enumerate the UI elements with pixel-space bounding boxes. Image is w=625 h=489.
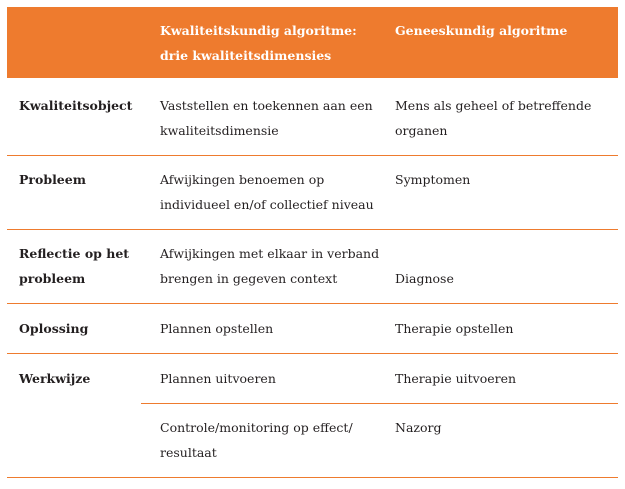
row-medical-nazorg: Nazorg (395, 420, 442, 435)
row-quality-line2: individueel en/of collectief niveau (160, 197, 374, 212)
header-medical-algorithm: Geneeskundig algoritme (395, 23, 568, 38)
header-quality-line1: Kwaliteitskundig algoritme: (160, 23, 357, 38)
header-quality-algorithm (160, 18, 357, 68)
row-quality-line2: kwaliteitsdimensie (160, 123, 279, 138)
row-subdivider (141, 403, 618, 404)
table-bottom-rule (7, 477, 618, 478)
row-medical-oplossing: Therapie opstellen (395, 321, 514, 336)
row-label-reflectie (19, 241, 129, 291)
row-quality-reflectie (160, 241, 379, 291)
row-medical-kwaliteitsobject (395, 93, 591, 143)
row-medical-reflectie: Diagnose (395, 271, 454, 286)
row-divider (7, 353, 618, 354)
row-quality-line1: Vaststellen en toekennen aan een (160, 98, 373, 113)
row-quality-oplossing: Plannen opstellen (160, 321, 274, 336)
row-quality-kwaliteitsobject (160, 93, 373, 143)
row-quality-line1: Afwijkingen benoemen op (160, 172, 325, 187)
row-divider (7, 229, 618, 230)
row-quality-werkwijze: Plannen uitvoeren (160, 371, 276, 386)
row-medical-line1: Mens als geheel of betreffende (395, 98, 592, 113)
row-quality-line1: Controle/monitoring op effect/ (160, 420, 353, 435)
row-medical-werkwijze: Therapie uitvoeren (395, 371, 517, 386)
row-quality-probleem (160, 167, 374, 217)
row-divider (7, 303, 618, 304)
row-label-werkwijze: Werkwijze (19, 371, 91, 386)
header-quality-line2: drie kwaliteitsdimensies (160, 48, 332, 63)
row-label-line2: probleem (19, 271, 86, 286)
row-label-oplossing: Oplossing (19, 321, 89, 336)
row-label-line1: Reflectie op het (19, 246, 130, 261)
row-divider (7, 155, 618, 156)
row-medical-probleem: Symptomen (395, 172, 471, 187)
row-medical-line2: organen (395, 123, 448, 138)
row-quality-line1: Afwijkingen met elkaar in verband (160, 246, 380, 261)
row-quality-line2: brengen in gegeven context (160, 271, 338, 286)
row-label-probleem: Probleem (19, 172, 86, 187)
row-quality-controle (160, 415, 353, 465)
row-quality-line2: resultaat (160, 445, 217, 460)
row-label-kwaliteitsobject: Kwaliteitsobject (19, 98, 133, 113)
